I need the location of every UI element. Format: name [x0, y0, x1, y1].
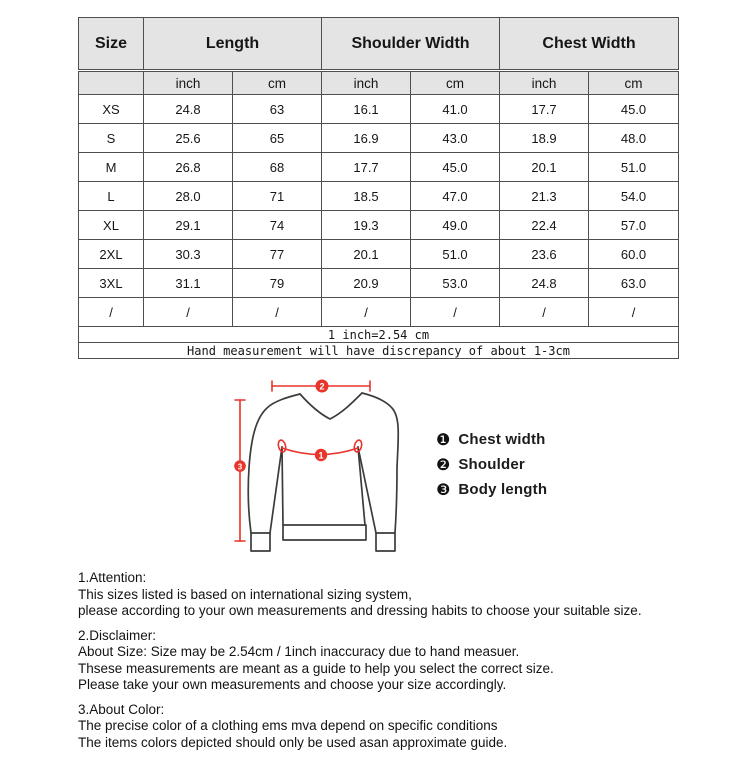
measurement-cell: 43.0 — [411, 124, 500, 153]
measurement-cell: 51.0 — [589, 153, 679, 182]
hand-measurement-note: Hand measurement will have discrepancy of about 1-3cm — [79, 343, 679, 359]
table-row — [79, 153, 679, 182]
section-line: Thsese measurements are meant as a guide to help you select the correct size. — [78, 660, 554, 676]
legend-item — [436, 456, 547, 473]
measurement-cell: 20.1 — [500, 153, 589, 182]
measurement-cell: 31.1 — [144, 269, 233, 298]
measurement-cell: 63.0 — [589, 269, 679, 298]
size-rows — [79, 95, 679, 327]
measurement-cell: 16.9 — [322, 124, 411, 153]
measurement-cell: 60.0 — [589, 240, 679, 269]
table-subheader-row — [79, 71, 679, 95]
size-label-cell: 2XL — [79, 240, 144, 269]
measurement-cell: 23.6 — [500, 240, 589, 269]
measurement-cell: 22.4 — [500, 211, 589, 240]
notes-sections — [78, 570, 693, 759]
subheader-cm: cm — [233, 71, 322, 95]
sweater-outline — [248, 393, 398, 551]
measurement-cell: 77 — [233, 240, 322, 269]
measurement-cell: 48.0 — [589, 124, 679, 153]
legend-label: Shoulder — [458, 456, 525, 473]
size-label-cell: XS — [79, 95, 144, 124]
subheader-cm: cm — [589, 71, 679, 95]
length-badge-number: 3 — [237, 462, 243, 472]
legend-label: Chest width — [458, 431, 546, 448]
table-row — [79, 211, 679, 240]
table-row — [79, 269, 679, 298]
measurement-cell: 25.6 — [144, 124, 233, 153]
text-section — [78, 702, 693, 752]
shoulder-badge-number: 2 — [319, 381, 325, 392]
size-label-cell: XL — [79, 211, 144, 240]
section-line: Please take your own measurements and choose your size accordingly. — [78, 677, 507, 692]
measurement-cell: 79 — [233, 269, 322, 298]
section-title: 3.About Color: — [78, 701, 165, 717]
sweater-measurement-diagram — [140, 373, 620, 563]
measurement-cell: 20.9 — [322, 269, 411, 298]
inch-conversion-note: 1 inch=2.54 cm — [79, 327, 679, 343]
measurement-cell: / — [322, 298, 411, 327]
table-note-row — [79, 327, 679, 343]
measurement-cell: / — [500, 298, 589, 327]
measurement-cell: 17.7 — [500, 95, 589, 124]
measurement-cell: 53.0 — [411, 269, 500, 298]
measurement-cell: 18.9 — [500, 124, 589, 153]
size-label-cell: S — [79, 124, 144, 153]
numbered-circle-icon: ❶ — [436, 429, 451, 449]
table-row — [79, 240, 679, 269]
section-line: The items colors depicted should only be used asan approximate guide. — [78, 734, 508, 750]
legend-item — [436, 431, 547, 448]
chest-badge-number: 1 — [318, 450, 324, 461]
measurement-cell: 17.7 — [322, 153, 411, 182]
measurement-cell: 54.0 — [589, 182, 679, 211]
measurement-cell: 26.8 — [144, 153, 233, 182]
measurement-cell: 47.0 — [411, 182, 500, 211]
legend-label: Body length — [458, 481, 548, 498]
diagram-legend — [436, 431, 547, 506]
section-line: please according to your own measurements and dressing habits to choose your suitable size. — [78, 603, 642, 618]
header-chest-width: Chest Width — [500, 18, 679, 71]
subheader-inch: inch — [144, 71, 233, 95]
measurement-cell: 29.1 — [144, 211, 233, 240]
measurement-cell: 28.0 — [144, 182, 233, 211]
section-line: This sizes listed is based on international sizing system, — [78, 586, 412, 602]
text-section — [78, 570, 693, 620]
header-size: Size — [79, 18, 144, 71]
measurement-cell: / — [589, 298, 679, 327]
measurement-cell: / — [144, 298, 233, 327]
measurement-cell: 49.0 — [411, 211, 500, 240]
measurement-cell: 63 — [233, 95, 322, 124]
measurement-cell: 21.3 — [500, 182, 589, 211]
table-note-row — [79, 343, 679, 359]
legend-item — [436, 481, 547, 498]
section-title: 2.Disclaimer: — [78, 627, 157, 643]
measurement-cell: 45.0 — [411, 153, 500, 182]
subheader-empty — [79, 71, 144, 95]
measurement-cell: 19.3 — [322, 211, 411, 240]
measurement-cell: 18.5 — [322, 182, 411, 211]
table-row — [79, 124, 679, 153]
table-row — [79, 182, 679, 211]
numbered-circle-icon: ❸ — [436, 479, 451, 499]
section-title: 1.Attention: — [78, 570, 147, 585]
size-label-cell: / — [79, 298, 144, 327]
measurement-cell: 24.8 — [144, 95, 233, 124]
measurement-cell: 51.0 — [411, 240, 500, 269]
subheader-inch: inch — [500, 71, 589, 95]
table-row — [79, 298, 679, 327]
header-length: Length — [144, 18, 322, 71]
measurement-cell: 41.0 — [411, 95, 500, 124]
table-row — [79, 95, 679, 124]
measurement-cell: 20.1 — [322, 240, 411, 269]
measurement-cell: 24.8 — [500, 269, 589, 298]
measurement-cell: 45.0 — [589, 95, 679, 124]
header-shoulder-width: Shoulder Width — [322, 18, 500, 71]
measurement-cell: 71 — [233, 182, 322, 211]
measurement-cell: 65 — [233, 124, 322, 153]
measurement-cell: 68 — [233, 153, 322, 182]
measurement-cell: 57.0 — [589, 211, 679, 240]
subheader-inch: inch — [322, 71, 411, 95]
size-label-cell: 3XL — [79, 269, 144, 298]
table-header-row — [79, 18, 679, 71]
measurement-cell: / — [233, 298, 322, 327]
measurement-cell: / — [411, 298, 500, 327]
text-section — [78, 628, 693, 694]
size-chart-table — [78, 17, 679, 359]
section-line: The precise color of a clothing ems mva depend on specific conditions — [78, 718, 498, 733]
section-line: About Size: Size may be 2.54cm / 1inch inaccuracy due to hand measuer. — [78, 644, 520, 659]
size-label-cell: L — [79, 182, 144, 211]
measurement-cell: 74 — [233, 211, 322, 240]
measurement-cell: 16.1 — [322, 95, 411, 124]
size-label-cell: M — [79, 153, 144, 182]
numbered-circle-icon: ❷ — [436, 454, 451, 474]
measurement-cell: 30.3 — [144, 240, 233, 269]
subheader-cm: cm — [411, 71, 500, 95]
